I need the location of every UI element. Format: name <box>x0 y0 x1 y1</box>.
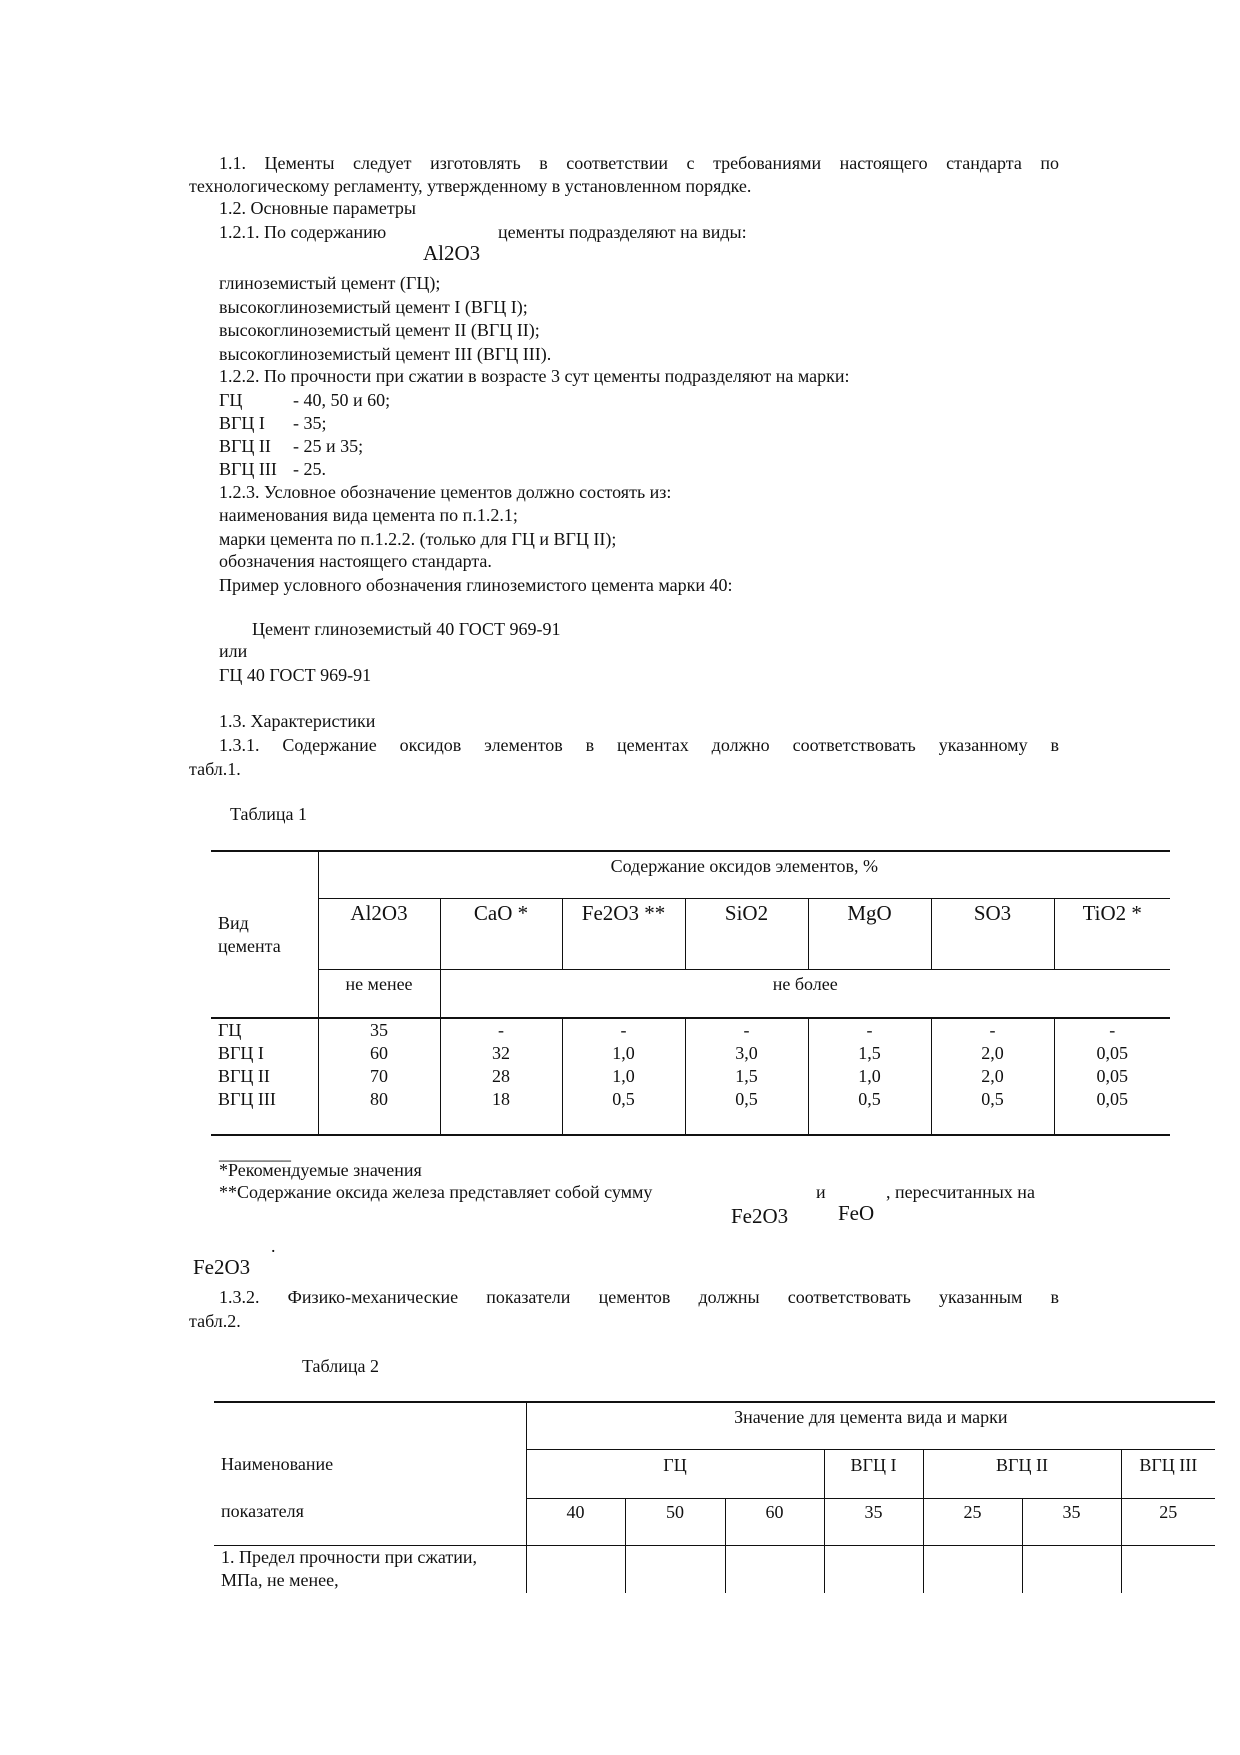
value-cell <box>625 1545 725 1593</box>
cement-type-item: высокоглиноземистый цемент III (ВГЦ III). <box>219 344 552 364</box>
table2-caption: Таблица 2 <box>302 1356 379 1376</box>
oxide-value: 1,5 <box>858 1043 881 1063</box>
value-cell <box>725 1545 824 1593</box>
heading-1-2: 1.2. Основные параметры <box>219 198 417 218</box>
oxide-value: 0,5 <box>735 1089 758 1109</box>
footnote-dot: . <box>271 1236 276 1256</box>
oxide-value: - <box>620 1020 627 1040</box>
indicator-header: Наименование <box>221 1454 334 1474</box>
cement-type-column <box>211 1018 318 1135</box>
grade-header: 40 <box>526 1498 625 1545</box>
grade-value: - 25 и 35; <box>293 436 364 456</box>
oxide-value: 32 <box>492 1043 510 1063</box>
grade-header: 35 <box>1022 1498 1121 1545</box>
value-cell <box>824 1545 923 1593</box>
example-or: или <box>219 641 248 661</box>
oxide-value: 1,0 <box>858 1066 881 1086</box>
oxide-value-column <box>440 1018 562 1135</box>
row-label: ВГЦ III <box>218 1089 276 1109</box>
cement-type-item: высокоглиноземистый цемент I (ВГЦ I); <box>219 297 528 317</box>
oxide-column-header: Al2O3 <box>318 898 440 969</box>
header-line: цемента <box>218 935 281 956</box>
oxide-value: 2,0 <box>981 1043 1004 1063</box>
oxide-value-column <box>318 1018 440 1135</box>
grade-header: 25 <box>1121 1498 1215 1545</box>
designation-item: обозначения настоящего стандарта. <box>219 551 492 571</box>
footnote-iron-oxide: **Содержание оксида железа представляет собой сумму <box>219 1182 653 1202</box>
row-label: ГЦ <box>218 1020 242 1040</box>
oxide-column-header: MgO <box>808 898 931 969</box>
oxide-value: 18 <box>492 1089 510 1109</box>
oxide-value: 3,0 <box>735 1043 758 1063</box>
oxide-value: 28 <box>492 1066 510 1086</box>
min-label: не менее <box>318 969 440 1018</box>
oxide-value-column <box>685 1018 808 1135</box>
paragraph-1-2-1-cont: цементы подразделяют на виды: <box>498 222 747 242</box>
grade-name: ГЦ <box>219 390 243 410</box>
value-cell <box>1022 1545 1121 1593</box>
oxide-value: 70 <box>370 1066 388 1086</box>
oxide-value: 0,05 <box>1096 1089 1129 1109</box>
formula-fe2o3: Fe2O3 <box>193 1255 251 1279</box>
formula-feo: FeO <box>838 1201 875 1225</box>
oxide-value: 0,5 <box>612 1089 635 1109</box>
oxide-value: 0,05 <box>1096 1066 1129 1086</box>
type-header: ВГЦ II <box>923 1449 1121 1498</box>
grade-value: - 25. <box>293 459 326 479</box>
oxide-content-table <box>211 850 1170 1136</box>
oxide-value: 1,0 <box>612 1066 635 1086</box>
grade-name: ВГЦ II <box>219 436 271 456</box>
oxide-value-column <box>931 1018 1054 1135</box>
footnote-and: и <box>816 1182 826 1202</box>
oxide-value: 60 <box>370 1043 388 1063</box>
grade-name: ВГЦ I <box>219 413 265 433</box>
oxide-value: 2,0 <box>981 1066 1004 1086</box>
grade-name: ВГЦ III <box>219 459 277 479</box>
row-label: ВГЦ II <box>218 1066 270 1086</box>
oxide-column-header: CaO * <box>440 898 562 969</box>
oxide-value: - <box>866 1020 873 1040</box>
value-cell <box>526 1545 625 1593</box>
max-label: не более <box>440 969 1170 1018</box>
oxide-column-header: SO3 <box>931 898 1054 969</box>
type-header: ВГЦ III <box>1121 1449 1215 1498</box>
grade-value: - 35; <box>293 413 327 433</box>
oxide-value: - <box>743 1020 750 1040</box>
type-header: ВГЦ I <box>824 1449 923 1498</box>
oxide-value-column <box>1054 1018 1170 1135</box>
type-header: ГЦ <box>526 1449 824 1498</box>
example-designation-full: Цемент глиноземистый 40 ГОСТ 969-91 <box>252 619 561 639</box>
oxide-value: 1,5 <box>735 1066 758 1086</box>
grade-header: 35 <box>824 1498 923 1545</box>
indicator-line: 1. Предел прочности при сжатии, <box>221 1546 478 1567</box>
footnote-rule: ________ <box>219 1143 291 1163</box>
value-cell <box>1121 1545 1215 1593</box>
oxide-group-header: Содержание оксидов элементов, % <box>318 851 1170 898</box>
footnote-iron-oxide-cont: , пересчитанных на <box>886 1182 1035 1202</box>
grade-header: 25 <box>923 1498 1022 1545</box>
cement-type-item: высокоглиноземистый цемент II (ВГЦ II); <box>219 320 540 340</box>
oxide-value-column <box>808 1018 931 1135</box>
paragraph-1-3-1-cont: табл.1. <box>189 759 241 779</box>
header-line: Вид <box>218 912 249 933</box>
cement-type-header <box>211 851 318 1018</box>
example-intro: Пример условного обозначения глиноземистого цемента марки 40: <box>219 575 733 595</box>
cement-type-item: глиноземистый цемент (ГЦ); <box>219 273 441 293</box>
paragraph-1-2-2: 1.2.2. По прочности при сжатии в возрасте 3 сут цементы подразделяют на марки: <box>219 366 850 386</box>
formula-al2o3: Al2O3 <box>423 241 481 265</box>
oxide-value: 0,5 <box>981 1089 1004 1109</box>
value-cell <box>923 1545 1022 1593</box>
grade-value: - 40, 50 и 60; <box>293 390 391 410</box>
paragraph-1-2-3: 1.2.3. Условное обозначение цементов должно состоять из: <box>219 482 672 502</box>
oxide-column-header: SiO2 <box>685 898 808 969</box>
paragraph-1-2-1: 1.2.1. По содержанию <box>219 222 387 242</box>
oxide-column-header: Fe2O3 ** <box>562 898 685 969</box>
oxide-value-column <box>562 1018 685 1135</box>
oxide-value: 0,05 <box>1096 1043 1129 1063</box>
empty-cell <box>214 1402 526 1449</box>
oxide-value: 80 <box>370 1089 388 1109</box>
oxide-column-header: TiO2 * <box>1054 898 1170 969</box>
grade-header: 60 <box>725 1498 824 1545</box>
table1-caption: Таблица 1 <box>230 804 307 824</box>
oxide-value: - <box>989 1020 996 1040</box>
physical-properties-table <box>214 1401 1215 1593</box>
heading-1-3: 1.3. Характеристики <box>219 711 376 731</box>
paragraph-1-1-cont: технологическому регламенту, утвержденному в установленном порядке. <box>189 176 752 196</box>
example-designation-short: ГЦ 40 ГОСТ 969-91 <box>219 665 372 685</box>
indicator-header: показателя <box>214 1498 526 1545</box>
oxide-value: - <box>498 1020 504 1040</box>
indicator-line: МПа, не менее, <box>221 1569 339 1590</box>
grade-header: 50 <box>625 1498 725 1545</box>
oxide-value: 0,5 <box>858 1089 881 1109</box>
oxide-value: - <box>1109 1020 1116 1040</box>
value-group-header: Значение для цемента вида и марки <box>526 1402 1215 1449</box>
paragraph-1-3-2: 1.3.2. Физико-механические показатели цементов должны соответствовать указанным в <box>219 1287 1059 1307</box>
paragraph-1-1: 1.1. Цементы следует изготовлять в соответствии с требованиями настоящего стандарта по <box>219 153 1059 173</box>
footnote-recommended: *Рекомендуемые значения <box>219 1160 422 1180</box>
paragraph-1-3-1: 1.3.1. Содержание оксидов элементов в цементах должно соответствовать указанному в <box>219 735 1059 755</box>
designation-item: марки цемента по п.1.2.2. (только для ГЦ и ВГЦ II); <box>219 529 617 549</box>
oxide-value: 1,0 <box>612 1043 635 1063</box>
indicator-name <box>214 1545 526 1593</box>
oxide-value: 35 <box>370 1020 388 1040</box>
designation-item: наименования вида цемента по п.1.2.1; <box>219 505 518 525</box>
formula-fe2o3: Fe2O3 <box>731 1204 789 1228</box>
row-label: ВГЦ I <box>218 1043 264 1063</box>
paragraph-1-3-2-cont: табл.2. <box>189 1311 241 1331</box>
